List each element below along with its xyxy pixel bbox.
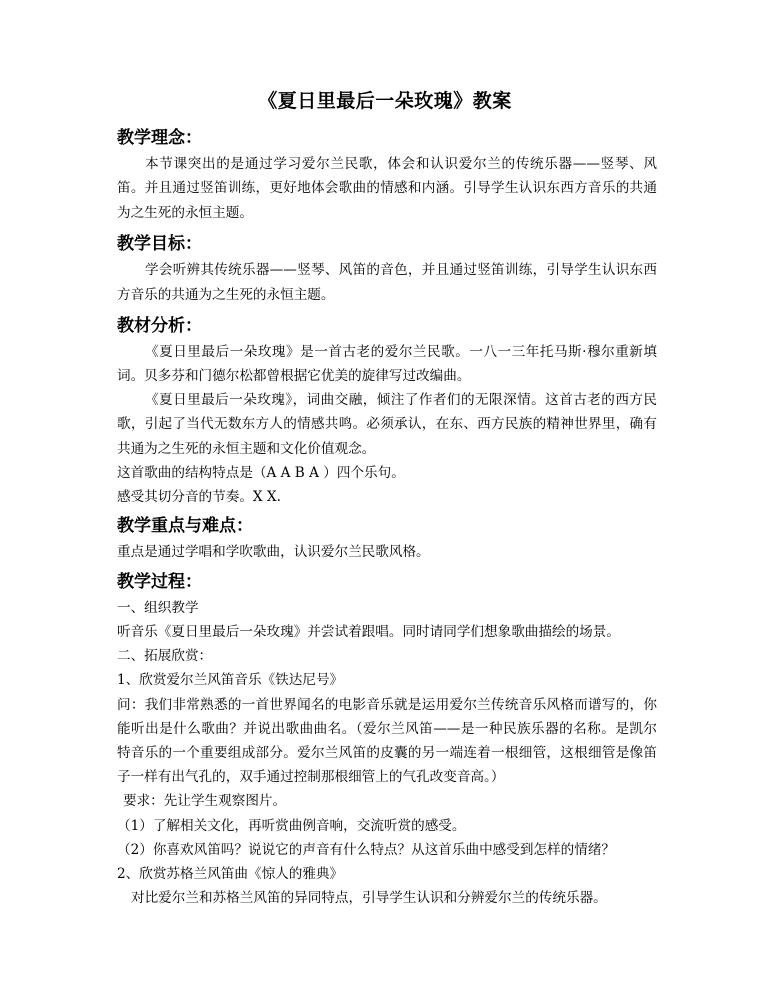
process-line-7: 特音乐的一个重要组成部分。爱尔兰风笛的皮囊的另一端连着一根细管，这根细管是像笛 [117,745,657,761]
document-title: 《夏日里最后一朵玫瑰》教案 [258,90,512,112]
process-line-1: 一、组织教学 [117,600,199,616]
process-line-8: 子一样有出气孔的，双手通过控制那根细管上的气孔改变音高。） [117,769,505,785]
goals-line-2: 方音乐的共通为之生死的永恒主题。 [117,287,335,303]
analysis-line-2: 词。贝多芬和门德尔松都曾根据它优美的旋律写过改编曲。 [117,368,471,384]
heading-teaching-process: 教学过程： [117,572,202,592]
concept-line-1: 本节课突出的是通过学习爱尔兰民歌，体会和认识爱尔兰的传统乐器——竖琴、风 [145,156,657,172]
process-line-6: 能听出是什么歌曲？并说出歌曲曲名。（爱尔兰风笛——是一种民族乐器的名称。是凯尔 [117,721,657,737]
analysis-structure-line: 这首歌曲的结构特点是（A A B A ）四个乐句。 [117,465,405,481]
heading-teaching-concept: 教学理念： [117,128,202,148]
process-line-3: 二、拓展欣赏： [117,648,213,664]
heading-key-points: 教学重点与难点： [117,516,253,536]
analysis-line-1: 《夏日里最后一朵玫瑰》是一首古老的爱尔兰民歌。一八一三年托马斯·穆尔重新填 [145,344,657,360]
heading-teaching-goals: 教学目标： [117,234,202,254]
goals-line-1: 学会听辨其传统乐器——竖琴、风笛的音色，并且通过竖笛训练，引导学生认识东西 [145,262,657,278]
process-line-4: 1、欣赏爱尔兰风笛音乐《铁达尼号》 [117,672,344,688]
analysis-line-3: 《夏日里最后一朵玫瑰》，词曲交融，倾注了作者们的无限深情。这首古老的西方民 [145,392,657,408]
analysis-rhythm-line: 感受其切分音的节奏。X X. [117,489,281,505]
process-line-10: （1）了解相关文化，再听赏曲例音响，交流听赏的感受。 [117,818,466,834]
process-line-12: 2、欣赏苏格兰风笛曲《惊人的雅典》 [117,866,344,882]
process-line-13: 对比爱尔兰和苏格兰风笛的异同特点，引导学生认识和分辨爱尔兰的传统乐器。 [131,890,607,906]
heading-material-analysis: 教材分析： [117,316,202,336]
process-line-9: 要求：先让学生观察图片。 [123,793,287,809]
concept-line-3: 为之生死的永恒主题。 [117,205,253,221]
process-line-5: 问：我们非常熟悉的一首世界闻名的电影音乐就是运用爱尔兰传统音乐风格而谱写的，你 [117,697,657,713]
concept-line-2: 笛。并且通过竖笛训练，更好地体会歌曲的情感和内涵。引导学生认识东西方音乐的共通 [117,180,657,196]
analysis-line-5: 共通为之生死的永恒主题和文化价值观念。 [117,441,376,457]
process-line-11: （2）你喜欢风笛吗？说说它的声音有什么特点？从这首乐曲中感受到怎样的情绪？ [117,842,616,858]
process-line-2: 听音乐《夏日里最后一朵玫瑰》并尝试着跟唱。同时请同学们想象歌曲描绘的场景。 [117,624,620,640]
analysis-line-4: 歌，引起了当代无数东方人的情感共鸣。必须承认，在东、西方民族的精神世界里，确有 [117,416,657,432]
focus-line-1: 重点是通过学唱和学吹歌曲，认识爱尔兰民歌风格。 [117,544,430,560]
